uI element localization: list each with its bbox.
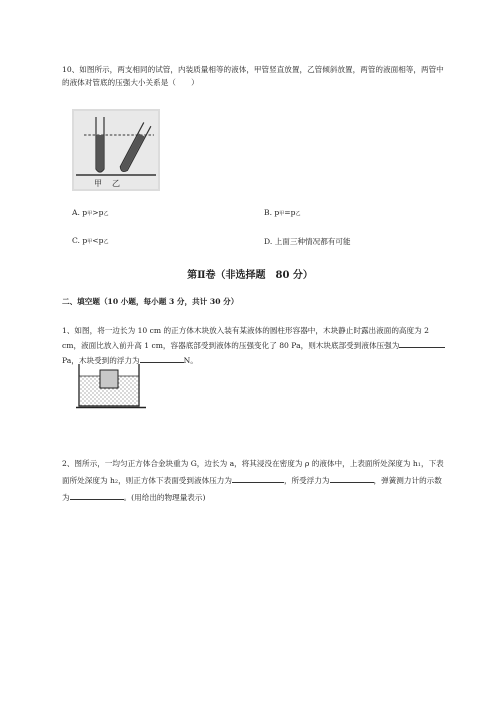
tube-jia-label: 甲 (94, 179, 102, 188)
option-b[interactable]: B. p甲=p乙 (264, 208, 301, 217)
floating-block-figure (76, 360, 148, 412)
answer-blank[interactable] (330, 473, 374, 483)
question-1-text: 1、如图，将一边长为 10 cm 的正方体木块放入装有某液体的圆柱形容器中，木块静止时露出液面的高度为 2 cm，液面比放入前升高 1 cm，容器底部受到液体的压强变化了 80 Pa，则木块底部受到液体压强为Pa，木块受到的浮力为 N。 (62, 323, 448, 368)
tube-yi-label: 乙 (112, 179, 120, 188)
option-c[interactable]: C. p甲<p乙 (72, 236, 109, 245)
test-tubes-figure (72, 109, 160, 191)
question-2-text: 2、图所示，一均匀正方体合金块重为 G，边长为 a，将其浸没在密度为 ρ 的液体中，上表面所处深度为 h1，下表面所处深度为 h2，则正方体下表面受到液体压力为 ，所受浮力为 ，弹簧测力计的示数为 。(用给出的物理量表示) (62, 459, 444, 502)
answer-blank[interactable] (232, 473, 284, 483)
section-title: 第Ⅱ卷（非选择题 80 分） (187, 270, 313, 281)
part-heading: 二、填空题（10 小题，每小题 3 分，共计 30 分） (62, 297, 239, 306)
option-a[interactable]: A. p甲>p乙 (72, 208, 109, 217)
answer-blank[interactable] (70, 490, 124, 500)
question-10-text: 10、如图所示，两支相同的试管，内装质量相等的液体，甲管竖直放置，乙管倾斜放置，两管的液面相等，两管中的液体对管底的压强大小关系是（ ） (62, 65, 444, 87)
answer-blank[interactable] (399, 338, 445, 348)
option-d[interactable]: D. 上面三种情况都有可能 (264, 237, 351, 246)
